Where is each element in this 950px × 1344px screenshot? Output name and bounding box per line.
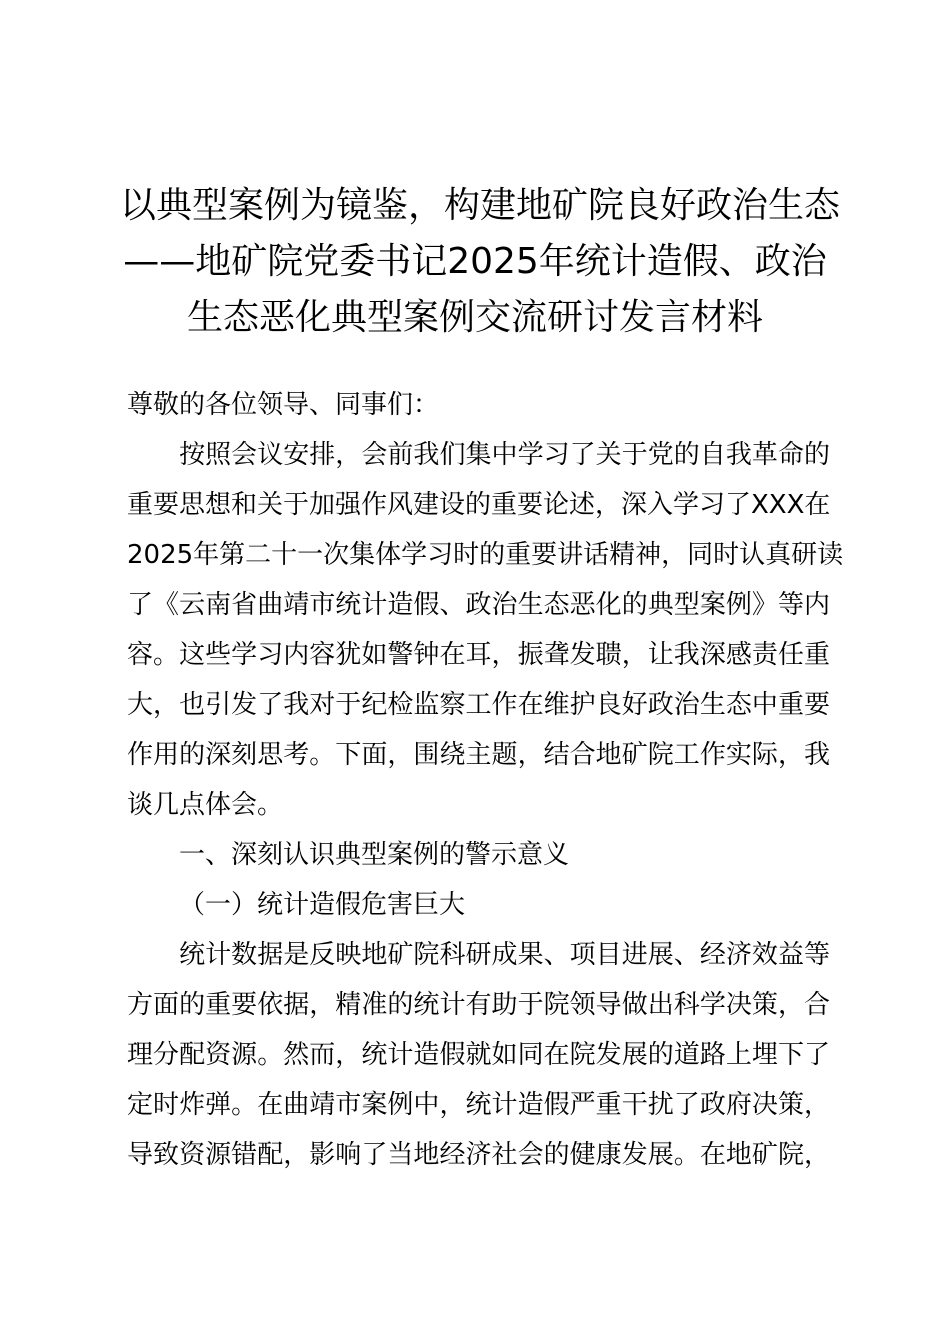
title-line-1: 以典型案例为镜鉴，构建地矿院良好政治生态 [120, 185, 841, 226]
body-line: 统计数据是反映地矿院科研成果、项目进展、经济效益等 [127, 940, 830, 970]
intro-line: 2025年第二十一次集体学习时的重要讲话精神，同时认真研读 [127, 540, 844, 570]
intro-line: 了《云南省曲靖市统计造假、政治生态恶化的典型案例》等内 [127, 590, 830, 620]
body-line: 方面的重要依据，精准的统计有助于院领导做出科学决策，合 [127, 990, 830, 1020]
intro-line: 大，也引发了我对于纪检监察工作在维护良好政治生态中重要 [127, 690, 830, 720]
subsection-heading: （一）统计造假危害巨大 [179, 890, 466, 920]
intro-line: 作用的深刻思考。下面，围绕主题，结合地矿院工作实际，我 [127, 740, 830, 770]
body-line: 导致资源错配，影响了当地经济社会的健康发展。在地矿院， [127, 1140, 830, 1170]
title-line-3: 生态恶化典型案例交流研讨发言材料 [186, 297, 763, 338]
intro-line: 谈几点体会。 [127, 790, 284, 820]
section-heading: 一、深刻认识典型案例的警示意义 [179, 840, 570, 870]
document-title [120, 178, 841, 346]
intro-line: 容。这些学习内容犹如警钟在耳，振聋发聩，让我深感责任重 [127, 640, 830, 670]
intro-line: 重要思想和关于加强作风建设的重要论述，深入学习了XXX在 [127, 490, 831, 520]
salutation: 尊敬的各位领导、同事们： [127, 390, 440, 420]
body-line: 定时炸弹。在曲靖市案例中，统计造假严重干扰了政府决策， [127, 1090, 830, 1120]
intro-line: 按照会议安排，会前我们集中学习了关于党的自我革命的 [127, 440, 830, 470]
body-line: 理分配资源。然而，统计造假就如同在院发展的道路上埋下了 [127, 1040, 830, 1070]
title-line-2: ——地矿院党委书记2025年统计造假、政治 [123, 241, 827, 282]
